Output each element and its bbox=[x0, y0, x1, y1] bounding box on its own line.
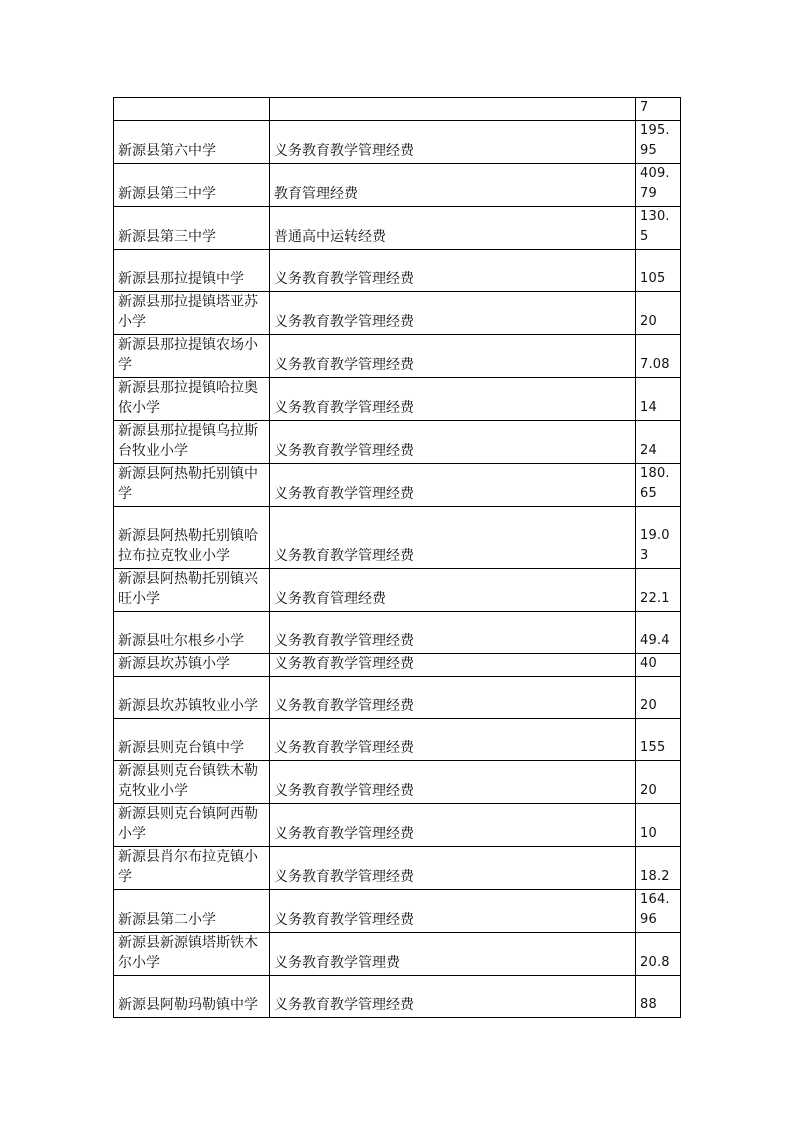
amount-cell: 18.2 bbox=[636, 847, 681, 890]
school-name-cell: 新源县坎苏镇牧业小学 bbox=[114, 677, 270, 719]
amount-cell: 155 bbox=[636, 719, 681, 761]
fund-item-cell: 普通高中运转经费 bbox=[270, 207, 636, 250]
school-name-cell: 新源县那拉提镇农场小学 bbox=[114, 335, 270, 378]
school-name-cell: 新源县第三中学 bbox=[114, 207, 270, 250]
fund-item-cell: 义务教育教学管理经费 bbox=[270, 847, 636, 890]
table-row bbox=[114, 677, 681, 719]
fund-item-cell: 义务教育教学管理经费 bbox=[270, 378, 636, 421]
table-row bbox=[114, 612, 681, 654]
table-row bbox=[114, 507, 681, 569]
amount-cell: 195.95 bbox=[636, 121, 681, 164]
table-row bbox=[114, 569, 681, 612]
table-row bbox=[114, 464, 681, 507]
amount-cell: 24 bbox=[636, 421, 681, 464]
school-name-cell: 新源县则克台镇中学 bbox=[114, 719, 270, 761]
fund-item-cell: 义务教育教学管理经费 bbox=[270, 464, 636, 507]
amount-cell: 22.1 bbox=[636, 569, 681, 612]
fund-item-cell: 义务教育教学管理经费 bbox=[270, 507, 636, 569]
amount-cell: 409.79 bbox=[636, 164, 681, 207]
school-name-cell: 新源县那拉提镇中学 bbox=[114, 250, 270, 292]
table-row bbox=[114, 976, 681, 1018]
school-name-cell: 新源县肖尔布拉克镇小学 bbox=[114, 847, 270, 890]
fund-item-cell: 义务教育教学管理经费 bbox=[270, 719, 636, 761]
fund-item-cell: 义务教育教学管理经费 bbox=[270, 250, 636, 292]
table-row bbox=[114, 207, 681, 250]
amount-cell: 88 bbox=[636, 976, 681, 1018]
amount-cell: 20.8 bbox=[636, 933, 681, 976]
school-name-cell: 新源县第六中学 bbox=[114, 121, 270, 164]
school-name-cell: 新源县第三中学 bbox=[114, 164, 270, 207]
school-name-cell: 新源县新源镇塔斯铁木尔小学 bbox=[114, 933, 270, 976]
fund-item-cell: 义务教育教学管理经费 bbox=[270, 654, 636, 677]
school-name-cell bbox=[114, 98, 270, 121]
amount-cell: 14 bbox=[636, 378, 681, 421]
fund-item-cell: 义务教育教学管理经费 bbox=[270, 890, 636, 933]
school-name-cell: 新源县那拉提镇塔亚苏小学 bbox=[114, 292, 270, 335]
fund-item-cell: 教育管理经费 bbox=[270, 164, 636, 207]
amount-cell: 40 bbox=[636, 654, 681, 677]
amount-cell: 105 bbox=[636, 250, 681, 292]
fund-item-cell bbox=[270, 98, 636, 121]
fund-item-cell: 义务教育教学管理费 bbox=[270, 933, 636, 976]
fund-item-cell: 义务教育教学管理经费 bbox=[270, 612, 636, 654]
fund-item-cell: 义务教育教学管理经费 bbox=[270, 761, 636, 804]
amount-cell: 130.5 bbox=[636, 207, 681, 250]
school-name-cell: 新源县那拉提镇哈拉奥依小学 bbox=[114, 378, 270, 421]
amount-cell: 180.65 bbox=[636, 464, 681, 507]
table-row bbox=[114, 98, 681, 121]
table-row bbox=[114, 335, 681, 378]
school-name-cell: 新源县阿热勒托别镇中学 bbox=[114, 464, 270, 507]
amount-cell: 20 bbox=[636, 761, 681, 804]
table-row bbox=[114, 378, 681, 421]
fund-item-cell: 义务教育管理经费 bbox=[270, 569, 636, 612]
fund-item-cell: 义务教育教学管理经费 bbox=[270, 804, 636, 847]
school-name-cell: 新源县阿热勒托别镇兴旺小学 bbox=[114, 569, 270, 612]
school-name-cell: 新源县那拉提镇乌拉斯台牧业小学 bbox=[114, 421, 270, 464]
table-row bbox=[114, 250, 681, 292]
table-row bbox=[114, 847, 681, 890]
school-name-cell: 新源县吐尔根乡小学 bbox=[114, 612, 270, 654]
amount-cell: 7 bbox=[636, 98, 681, 121]
amount-cell: 20 bbox=[636, 677, 681, 719]
table-row bbox=[114, 121, 681, 164]
amount-cell: 20 bbox=[636, 292, 681, 335]
fund-item-cell: 义务教育教学管理经费 bbox=[270, 292, 636, 335]
school-name-cell: 新源县阿勒玛勒镇中学 bbox=[114, 976, 270, 1018]
amount-cell: 19.03 bbox=[636, 507, 681, 569]
table-row bbox=[114, 719, 681, 761]
school-name-cell: 新源县则克台镇阿西勒小学 bbox=[114, 804, 270, 847]
school-name-cell: 新源县则克台镇铁木勒克牧业小学 bbox=[114, 761, 270, 804]
funding-table bbox=[113, 97, 681, 1018]
fund-item-cell: 义务教育教学管理经费 bbox=[270, 121, 636, 164]
table-row bbox=[114, 933, 681, 976]
fund-item-cell: 义务教育教学管理经费 bbox=[270, 976, 636, 1018]
table-row bbox=[114, 654, 681, 677]
fund-item-cell: 义务教育教学管理经费 bbox=[270, 677, 636, 719]
amount-cell: 7.08 bbox=[636, 335, 681, 378]
school-name-cell: 新源县阿热勒托别镇哈拉布拉克牧业小学 bbox=[114, 507, 270, 569]
table-row bbox=[114, 804, 681, 847]
fund-item-cell: 义务教育教学管理经费 bbox=[270, 421, 636, 464]
table-row bbox=[114, 761, 681, 804]
fund-item-cell: 义务教育教学管理经费 bbox=[270, 335, 636, 378]
school-name-cell: 新源县第二小学 bbox=[114, 890, 270, 933]
table-row bbox=[114, 164, 681, 207]
table-row bbox=[114, 292, 681, 335]
amount-cell: 164.96 bbox=[636, 890, 681, 933]
amount-cell: 10 bbox=[636, 804, 681, 847]
table-row bbox=[114, 890, 681, 933]
amount-cell: 49.4 bbox=[636, 612, 681, 654]
table-body bbox=[114, 98, 681, 1018]
table-row bbox=[114, 421, 681, 464]
school-name-cell: 新源县坎苏镇小学 bbox=[114, 654, 270, 677]
